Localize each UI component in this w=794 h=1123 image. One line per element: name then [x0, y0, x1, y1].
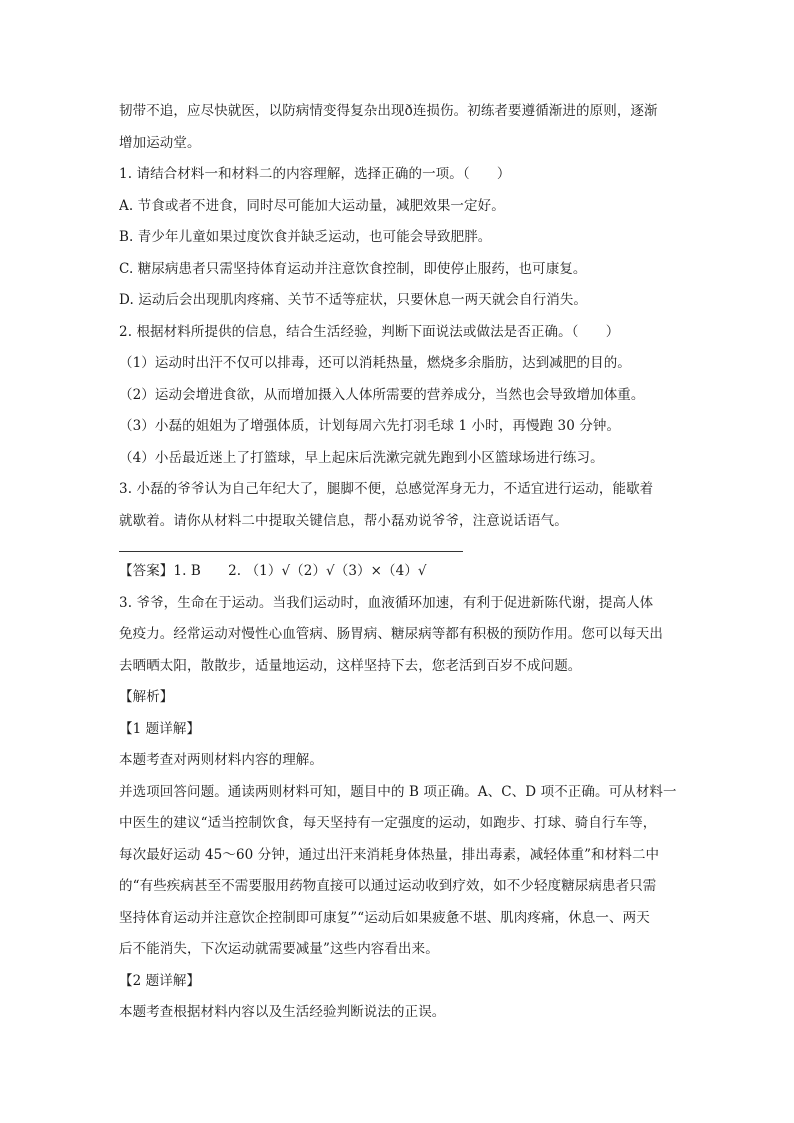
statement-3: （3）小磊的姐姐为了增强体质，计划每周六先打羽毛球 1 小时，再慢跑 30 分钟。: [119, 418, 621, 434]
option-a: A. 节食或者不进食，同时尽可能加大运动量，减肥效果一定好。: [119, 197, 505, 214]
detail-1-heading: 【1 题详解】: [119, 720, 201, 737]
option-c: C. 糖尿病患者只需坚持体育运动并注意饮食控制，即使停止服药，也可康复。: [119, 260, 587, 277]
answer-3: 3. 爷爷，生命在于运动。当我们运动时，血液循环加速，有利于促进新陈代谢，提高人体: [119, 594, 654, 611]
answer-line-divider: [119, 551, 463, 552]
analysis-text: 后不能消失，下次运动就需要减量”这些内容看出来。: [119, 941, 439, 957]
statement-2: （2）运动会增进食欲，从而增加摄入人体所需要的营养成分，当然也会导致增加体重。: [119, 386, 645, 403]
question-1: 1. 请结合材料一和材料二的内容理解，选择正确的一项。（ ）: [119, 166, 511, 182]
text-line: 韧带不追，应尽快就医，以防病情变得复杂出现ð连损伤。初练者要遵循渐进的原则，逐渐: [119, 103, 658, 119]
analysis-text: 的“有些疾病甚至不需要服用药物直接可以通过运动收到疗效，如不少轻度糖尿病患者只需: [119, 878, 657, 894]
answer-3-cont: 免疫力。经常运动对慢性心血管病、肠胃病、糖尿病等都有积极的预防作用。您可以每天出: [119, 626, 663, 642]
option-d: D. 运动后会出现肌肉疼痛、关节不适等症状，只要休息一两天就会自行消失。: [119, 292, 588, 308]
answer-summary: 【答案】1. B 2. （1）√（2）√（3）×（4）√: [119, 563, 427, 579]
analysis-text: 每次最好运动 45～60 分钟，通过出汗来消耗身体热量，排出毒素，减轻体重”和材料二中: [119, 846, 660, 863]
analysis-text: 坚持体育运动并注意饮企控制即可康复”“运动后如果疲惫不堪、肌肉疼痛，休息一、两天: [119, 909, 650, 926]
analysis-heading: 【解析】: [119, 689, 174, 705]
option-b: B. 青少年儿童如果过度饮食并缺乏运动，也可能会导致肥胖。: [119, 229, 492, 245]
analysis-text: 本题考查对两则材料内容的理解。: [119, 752, 323, 768]
analysis-text: 中医生的建议“适当控制饮食，每天坚持有一定强度的运动，如跑步、打球、骑自行车等，: [119, 815, 657, 831]
question-2: 2. 根据材料所提供的信息，结合生活经验，判断下面说法或做法是否正确。（ ）: [119, 323, 620, 340]
statement-1: （1）运动时出汗不仅可以排毒，还可以消耗热量，燃烧多余脂肪，达到减肥的目的。: [119, 355, 631, 371]
text-line: 增加运动堂。: [119, 134, 201, 151]
statement-4: （4）小岳最近迷上了打篮球，早上起床后洗漱完就先跑到小区篮球场进行练习。: [119, 449, 604, 466]
detail-2-heading: 【2 题详解】: [119, 972, 201, 989]
question-3-cont: 就歇着。请你从材料二中提取关键信息，帮小磊劝说爷爷，注意说话语气。: [119, 512, 568, 529]
answer-3-cont: 去晒晒太阳，散散步，适量地运动，这样坚持下去，您老活到百岁不成问题。: [119, 657, 582, 674]
analysis-text: 本题考查根据材料内容以及生活经验判断说法的正误。: [119, 1004, 446, 1020]
analysis-text: 并选项回答问题。通读两则材料可知，题目中的 B 项正确。A、C、D 项不正确。可从材料一: [119, 783, 677, 800]
question-3: 3. 小磊的爷爷认为自己年纪大了，腿脚不便，总感觉浑身无力，不适宜进行运动，能歇着: [119, 481, 654, 497]
document-page: [119, 96, 679, 1029]
